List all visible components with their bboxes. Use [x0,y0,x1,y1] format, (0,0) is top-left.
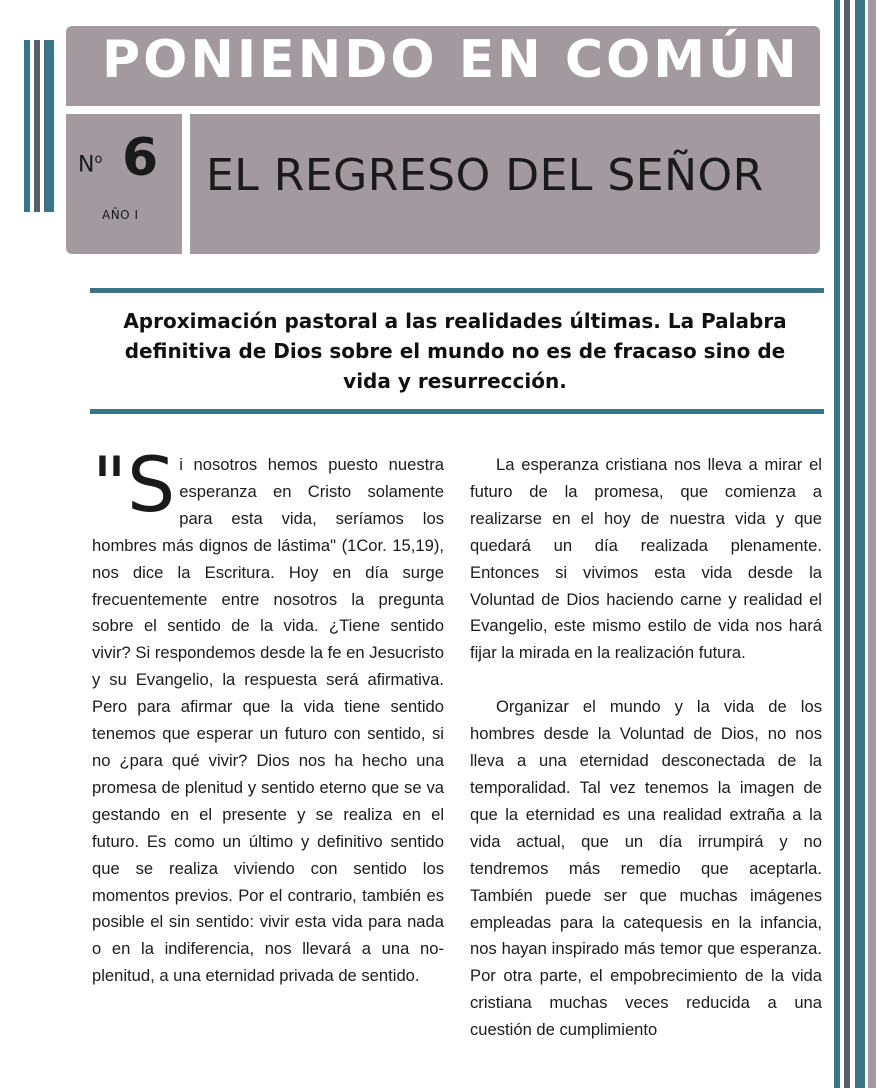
article-paragraph-1: i nosotros hemos puesto nuestra esperanza en Cristo solamente para esta vida, seríamos los hombres más dignos de lástima" (1Cor. 15,19), nos dice la Escritura. Hoy en día surge frecuentemente entre nosotros la pregunta sobre el sentido de la vida. ¿Tiene sentido vivir? Si respondemos desde la fe en Jesucristo y su Evangelio, la respuesta será afirmativa. Pero para afirmar que la vida tiene sentido tenemos que esperar un futuro con sentido, si no ¿para qué vivir? Dios nos ha hecho una promesa de plenitud y sentido eterno que se va gestando en el presente y se realiza en el futuro. Es como un último y definitivo sentido que se realiza viviendo con sentido los momentos previos. Por el contrario, también es posible el sin sentido: vivir esta vida para nada o en la indiferencia, nos llevará a una no-plenitud, a una eternidad privada de sentido. [92,455,444,986]
decorative-bar-right-4 [868,0,876,1088]
issue-year: AÑO I [102,208,139,222]
issue-number: 6 [122,128,159,188]
issue-title: EL REGRESO DEL SEÑOR [206,150,764,201]
drop-cap: "S [92,440,176,529]
decorative-bar-right-1 [834,0,840,1088]
issue-info-box [66,114,182,254]
divider-top [90,288,824,293]
article-column-left [92,440,444,990]
decorative-bar-right-2 [844,0,850,1088]
issue-number-label: $N^o$ [78,152,103,178]
article-paragraph-3: Organizar el mundo y la vida de los hombres desde la Voluntad de Dios, no nos lleva a una eternidad desconectada de la temporalidad. Tal vez tenemos la imagen de que la eternidad es una realidad extraña a la vida actual, que un día irrumpirá y no tendremos más remedio que aceptarla. También puede ser que muchas imágenes empleadas para la catequesis en la infancia, nos hayan inspirado más temor que esperanza. Por otra parte, el empobrecimiento de la vida cristiana muchas veces reducida a una cuestión de cumplimiento [470,697,822,1040]
issue-title-box [190,114,820,254]
article-column-right [470,452,822,1044]
article-subtitle: Aproximación pastoral a las realidades últimas. La Palabra definitiva de Dios sobre el mundo no es de fracaso sino de vida y resurrección. [123,309,787,393]
decorative-bar-right-3 [855,0,865,1088]
decorative-bar-left-2 [34,40,40,212]
decorative-bar-left-1 [24,40,30,212]
decorative-bar-left-3 [44,40,54,212]
divider-bottom [90,409,824,414]
article-paragraph-2: La esperanza cristiana nos lleva a mirar el futuro de la promesa, que comienza a realizarse en el hoy de nuestra vida y que quedará un día realizada plenamente. Entonces si vivimos esta vida desde la Voluntad de Dios haciendo carne y realidad el Evangelio, este mismo estilo de vida nos hará fijar la mirada en la realización futura. [470,455,822,663]
series-title: PONIENDO EN COMÚN [102,30,800,90]
masthead [66,26,820,106]
